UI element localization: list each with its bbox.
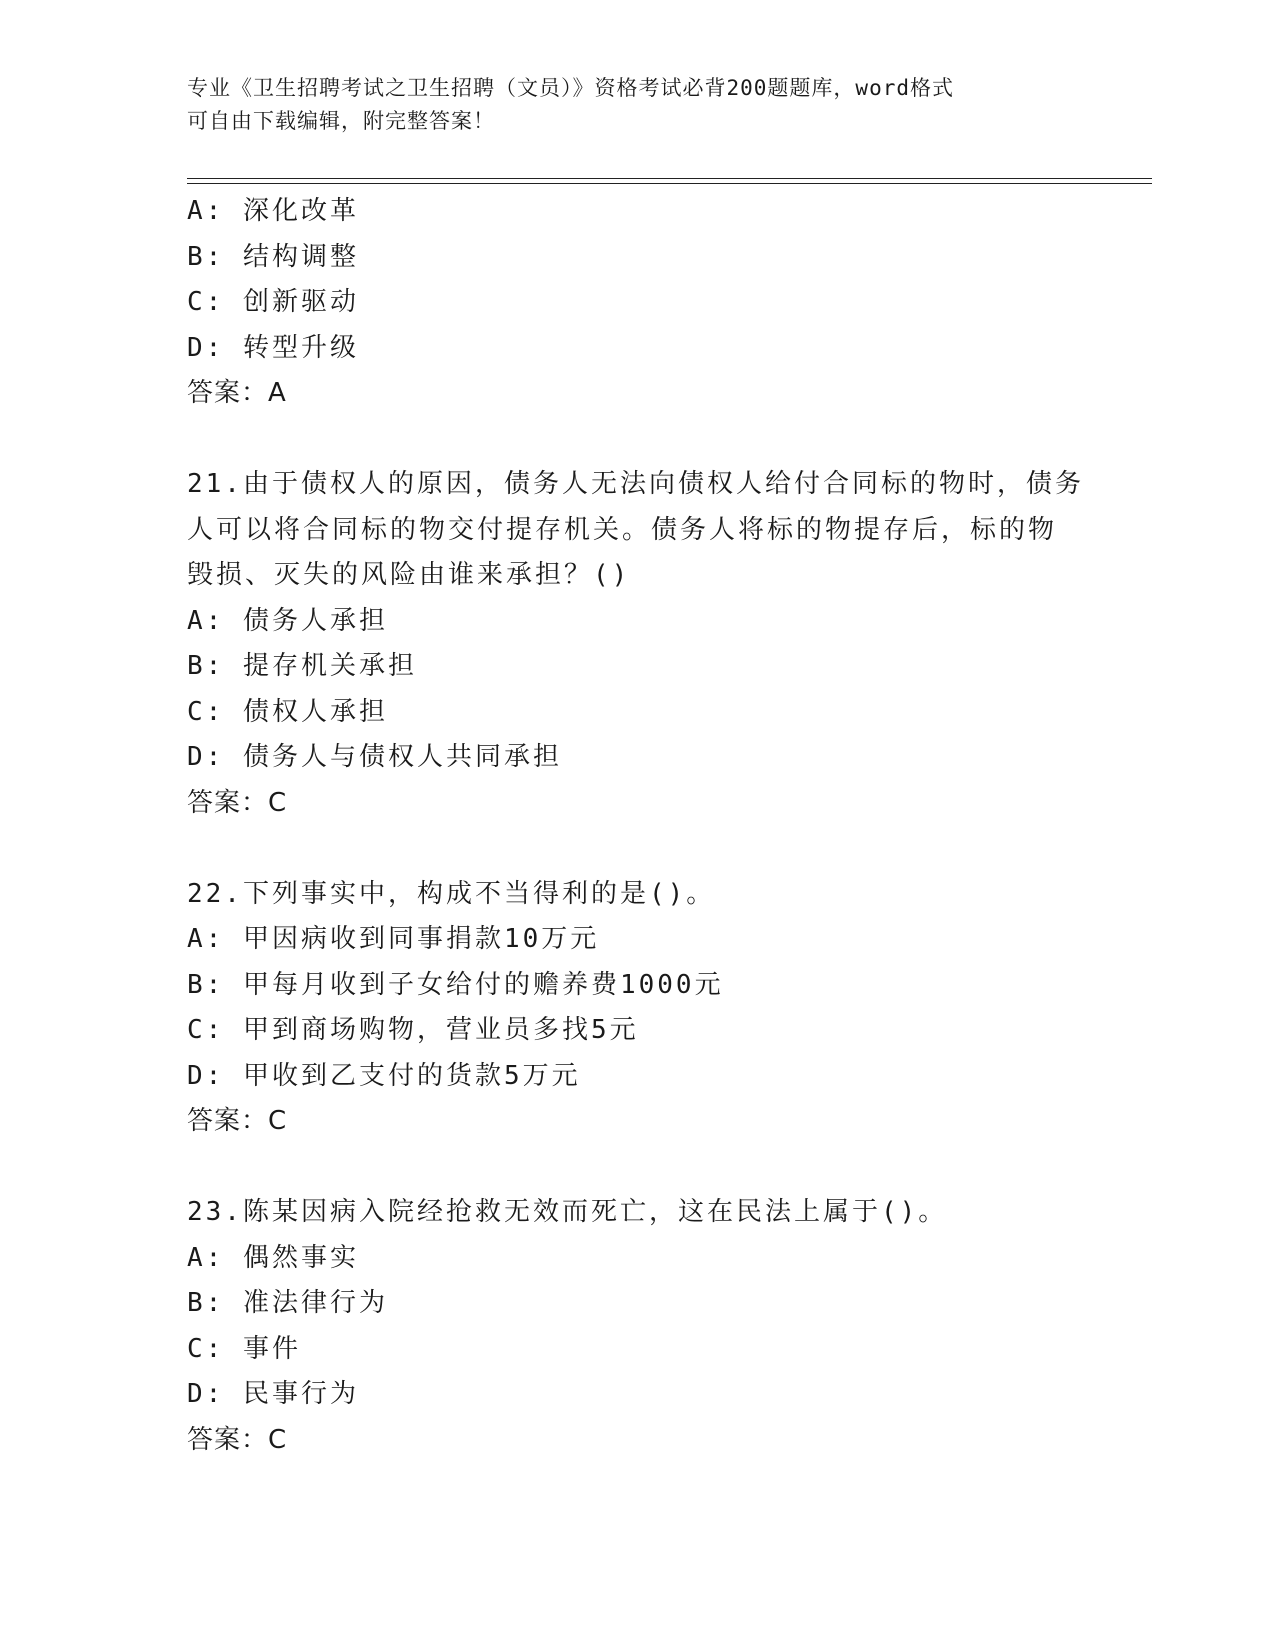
question-22 — [187, 872, 1087, 1145]
header-divider-bottom — [187, 183, 1152, 184]
option-c: C: 事件 — [187, 1333, 301, 1364]
question-stem-line: 人可以将合同标的物交付提存机关。债务人将标的物提存后，标的物 — [187, 514, 1058, 545]
option-d: D: 债务人与债权人共同承担 — [187, 742, 562, 772]
question-stem-line: 毁损、灭失的风险由谁来承担？() — [187, 560, 631, 590]
option-c: C: 甲到商场购物，营业员多找5元 — [187, 1015, 639, 1045]
document-header — [187, 72, 1087, 138]
option-d: D: 转型升级 — [187, 332, 359, 363]
option-a: A: 偶然事实 — [187, 1242, 359, 1273]
option-d: D: 民事行为 — [187, 1379, 359, 1409]
question-stem-line: 23.陈某因病入院经抢救无效而死亡，这在民法上属于()。 — [187, 1197, 948, 1227]
option-a: A: 债务人承担 — [187, 605, 388, 636]
option-b: B: 准法律行为 — [187, 1288, 388, 1318]
option-c: C: 债权人承担 — [187, 696, 388, 727]
answer-line: 答案：A — [187, 378, 287, 408]
option-b: B: 提存机关承担 — [187, 651, 417, 681]
option-c: C: 创新驱动 — [187, 287, 359, 317]
option-d: D: 甲收到乙支付的货款5万元 — [187, 1060, 581, 1091]
question-stem-line: 22.下列事实中，构成不当得利的是()。 — [187, 878, 716, 909]
header-divider-top — [187, 178, 1152, 179]
header-line-1: 专业《卫生招聘考试之卫生招聘（文员）》资格考试必背200题题库，word格式 — [187, 76, 954, 100]
question-block-previous — [187, 189, 1087, 417]
option-a: A: 深化改革 — [187, 196, 359, 226]
question-stem-line: 21.由于债权人的原因，债务人无法向债权人给付合同标的物时，债务 — [187, 469, 1084, 499]
answer-line: 答案：C — [187, 1106, 288, 1136]
question-list — [187, 189, 1087, 1463]
answer-line: 答案：C — [187, 1424, 288, 1455]
question-21 — [187, 462, 1087, 826]
option-b: B: 甲每月收到子女给付的赡养费1000元 — [187, 969, 724, 1000]
option-b: B: 结构调整 — [187, 241, 359, 272]
question-23 — [187, 1190, 1087, 1463]
header-line-2: 可自由下载编辑，附完整答案！ — [187, 109, 495, 133]
option-a: A: 甲因病收到同事捐款10万元 — [187, 924, 600, 954]
answer-line: 答案：C — [187, 787, 288, 818]
